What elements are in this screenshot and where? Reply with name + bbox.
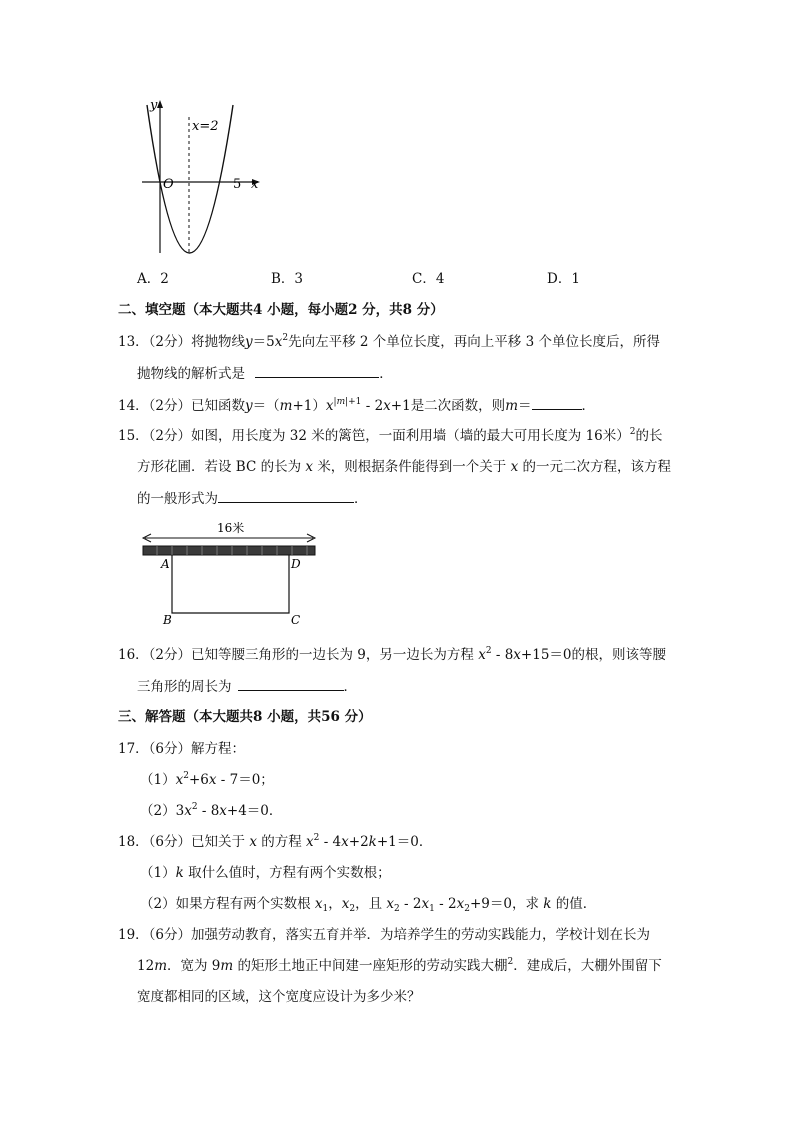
option-d: D．1 <box>547 271 580 287</box>
wall-length-label: 16米 <box>217 521 245 535</box>
q13-line1: 13．（2分）将抛物线$y=5x^2$先向左平移 2 个单位长度，再向上平移 3 个单位长度后，所得 <box>118 333 660 350</box>
q18-part2: （2）如果方程有两个实数根 $x_1$，$x_2$，且 $x_2 - 2x_1 - 2x_2+9=0$，求 k 的值． <box>140 896 597 914</box>
q19-line1: 19．（6分）加强劳动教育，落实五育并举．为培养学生的劳动实践能力，学校计划在长为 <box>118 927 651 943</box>
option-c: C．4 <box>412 271 445 287</box>
symmetry-axis-label: x=2 <box>192 119 219 134</box>
x-axis-label: x <box>251 177 259 192</box>
y-axis-label: y <box>150 98 158 113</box>
vertex-a: A <box>161 557 170 571</box>
q13-line2: 抛物线的解析式是 ． <box>137 363 393 384</box>
section3-heading: 三、解答题（本大题共8 小题，共56 分） <box>118 709 372 725</box>
q15-line3: 的一般形式为 ． <box>137 488 368 509</box>
section2-heading: 二、填空题（本大题共4 小题，每小题2 分，共8 分） <box>118 302 444 318</box>
vertex-d: D <box>291 557 301 571</box>
q16-line2: 三角形的周长为 ． <box>137 676 357 697</box>
tick-5-label: 5 <box>233 177 242 192</box>
option-b: B．3 <box>271 271 304 287</box>
q16-line1: 16．（2分）已知等腰三角形的一边长为 9，另一边长为方程 $x^2 - 8x+15=0$的根，则该等腰 <box>118 646 667 663</box>
q19-line2: 12m．宽为 9m 的矩形土地正中间建一座矩形的劳动实践大棚$^2$．建成后，大棚外围留下 <box>137 957 662 974</box>
rectangle-figure <box>135 518 325 630</box>
parabola-figure <box>130 95 280 265</box>
q19-line3: 宽度都相同的区域，这个宽度应设计为多少米？ <box>137 989 421 1005</box>
origin-label: O <box>163 177 174 192</box>
q14-line: 14．（2分）已知函数$y=(m+1)x^{|m|+1} - 2x+1$是二次函数，则m＝ ． <box>118 397 595 414</box>
q15-line2: 方形花圃．若设 BC 的长为 x 米，则根据条件能得到一个关于 x 的一元二次方程，该方程 <box>137 459 672 475</box>
q17-part2: $(2)3x^2 - 8x+4=0$． <box>140 802 283 819</box>
q17-part1: $(1)x^2+6x - 7=0$； <box>140 771 274 788</box>
vertex-b: B <box>163 613 172 627</box>
q15-line1: 15．（2分）如图，用长度为 32 米的篱笆，一面利用墙（墙的最大可用长度为 16米）$^2$的长 <box>118 427 663 444</box>
option-a: A．2 <box>137 271 169 287</box>
q17-title: 17．（6分）解方程： <box>118 741 246 757</box>
q16-answer-blank[interactable] <box>238 676 344 691</box>
q18-part1: （1）k 取什么值时，方程有两个实数根； <box>140 865 391 881</box>
q18-title: 18．（6分）已知关于 x 的方程 $x^2 - 4x+2k+1=0$． <box>118 833 433 850</box>
q13-answer-blank[interactable] <box>255 363 379 378</box>
q12-options <box>137 269 737 289</box>
q15-answer-blank[interactable] <box>218 488 354 503</box>
q14-answer-blank[interactable] <box>532 395 582 410</box>
vertex-c: C <box>291 613 301 627</box>
